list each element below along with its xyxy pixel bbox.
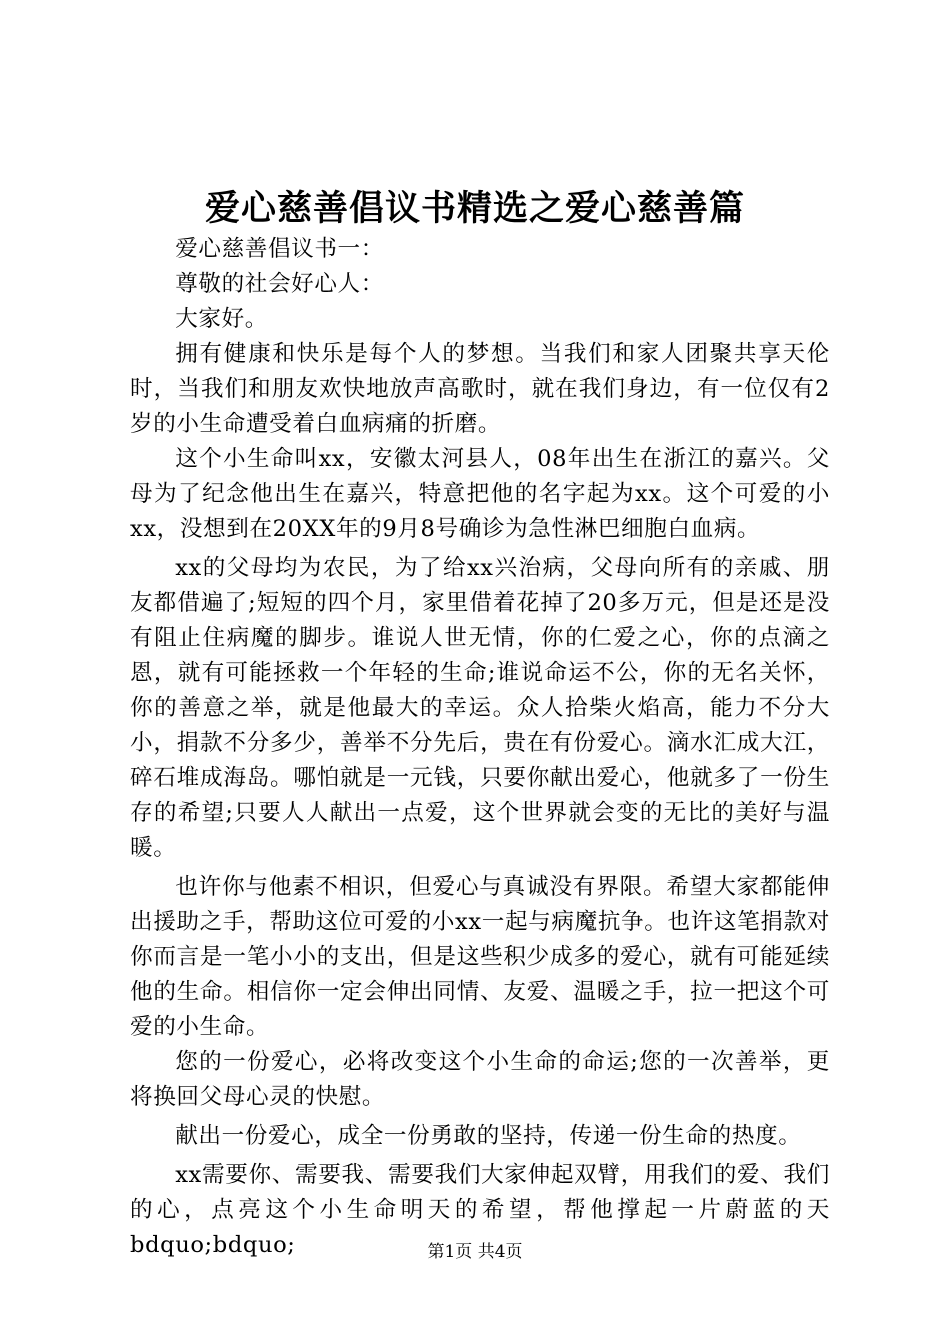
- paragraph: 也许你与他素不相识，但爱心与真诚没有界限。希望大家都能伸出援助之手，帮助这位可爱的小xx一起与病魔抗争。也许这笔捐款对你而言是一笔小小的支出，但是这些积少成多的爱心，就有可能延续他的生命。相信你一定会伸出同情、友爱、温暖之手，拉一把这个可爱的小生命。: [130, 874, 830, 1040]
- paragraph: 献出一份爱心，成全一份勇敢的坚持，传递一份生命的热度。: [175, 1123, 802, 1149]
- document-body: [130, 232, 830, 1263]
- paragraph: xx需要你、需要我、需要我们大家伸起双臂，用我们的爱、我们的心，点亮这个小生命明天的希望，帮他撑起一片蔚蓝的天bdquo;bdquo;: [130, 1162, 830, 1258]
- paragraph: 这个小生命叫xx，安徽太河县人，08年出生在浙江的嘉兴。父母为了纪念他出生在嘉兴，特意把他的名字起为xx。这个可爱的小xx，没想到在20XX年的9月8号确诊为急性淋巴细胞白血病。: [130, 446, 830, 542]
- salutation-heading: 爱心慈善倡议书一：: [175, 236, 384, 262]
- salutation-recipient: 尊敬的社会好心人：: [175, 271, 384, 297]
- paragraph: 拥有健康和快乐是每个人的梦想。当我们和家人团聚共享天伦时，当我们和朋友欢快地放声高歌时，就在我们身边，有一位仅有2岁的小生命遭受着白血病痛的折磨。: [130, 341, 830, 437]
- greeting: 大家好。: [175, 306, 268, 332]
- document-title: 爱心慈善倡议书精选之爱心慈善篇: [204, 189, 745, 229]
- page-footer: 第1页 共4页: [427, 1242, 523, 1262]
- paragraph: 您的一份爱心，必将改变这个小生命的命运;您的一次善举，更将换回父母心灵的快慰。: [130, 1049, 830, 1110]
- paragraph: xx的父母均为农民，为了给xx兴治病，父母向所有的亲戚、朋友都借遍了;短短的四个月，家里借着花掉了20多万元，但是还是没有阻止住病魔的脚步。谁说人世无情，你的仁爱之心，你的点滴之恩，就有可能拯救一个年轻的生命;谁说命运不公，你的无名关怀，你的善意之举，就是他最大的幸运。众人拾柴火焰高，能力不分大小，捐款不分多少，善举不分先后，贵在有份爱心。滴水汇成大江，碎石堆成海岛。哪怕就是一元钱，只要你献出爱心，他就多了一份生存的希望;只要人人献出一点爱，这个世界就会变的无比的美好与温暖。: [130, 555, 830, 861]
